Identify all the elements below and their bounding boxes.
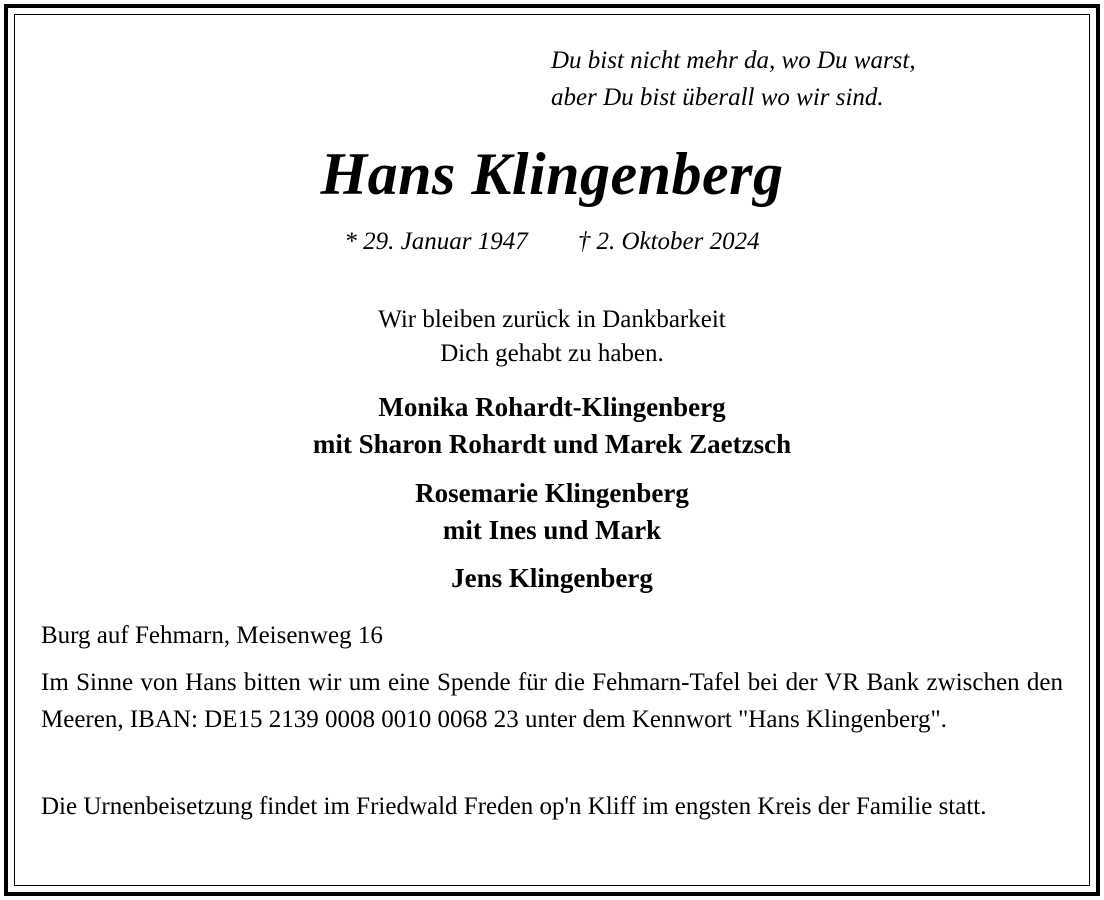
quote-line-2: aber Du bist überall wo wir sind. [551, 84, 884, 111]
family-group-jens [0, 560, 1104, 597]
family-members: mit Ines und Mark [442, 515, 662, 545]
gratitude-line-1: Wir bleiben zurück in Dankbarkeit [378, 306, 726, 333]
death-date: † 2. Oktober 2024 [577, 228, 760, 255]
life-dates [0, 225, 1104, 259]
gratitude-text [0, 303, 1104, 371]
family-name: Monika Rohardt-Klingenberg [378, 392, 726, 422]
family-name: Jens Klingenberg [451, 563, 653, 593]
donation-request: Im Sinne von Hans bitten wir um eine Spende für die Fehmarn-Tafel bei der VR Bank zwischen den Meeren, IBAN: DE15 2139 0008 0010 0068 23 unter dem Kennwort "Hans Klingenberg". [41, 669, 1063, 733]
family-name: Rosemarie Klingenberg [415, 478, 689, 508]
deceased-name: Hans Klingenberg [320, 141, 784, 207]
family-members: mit Sharon Rohardt und Marek Zaetzsch [312, 429, 792, 459]
quote-line-1: Du bist nicht mehr da, wo Du warst, [551, 47, 916, 74]
gratitude-line-2: Dich gehabt zu haben. [440, 340, 664, 367]
birth-date: * 29. Januar 1947 [344, 228, 528, 255]
family-group-monika [0, 389, 1104, 463]
burial-notice: Die Urnenbeisetzung findet im Friedwald Freden op'n Kliff im engsten Kreis der Familie statt. [41, 793, 987, 820]
family-group-rosemarie [0, 475, 1104, 549]
family-address: Burg auf Fehmarn, Meisenweg 16 [41, 622, 383, 649]
memorial-quote [551, 42, 916, 116]
